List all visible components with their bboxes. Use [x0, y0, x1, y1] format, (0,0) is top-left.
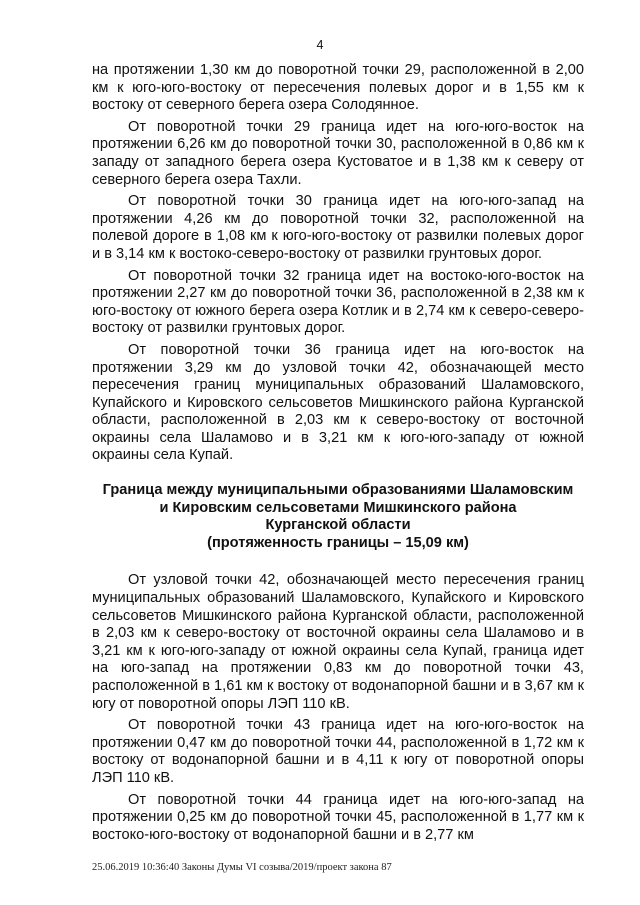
paragraph: От поворотной точки 44 граница идет на юго-юго-запад на протяжении 0,25 км до поворотной точки 45, расположенной в 1,77 км к востоко-юго-востоку от водонапорной башни и в 2,77 км — [92, 791, 584, 843]
section-heading — [92, 482, 584, 552]
paragraph: От узловой точки 42, обозначающей место пересечения границ муниципальных образований Шаламовского, Купайского и Кировского сельсоветов Мишкинского района Курганской области, расположенной в 2,03 км к северо-востоку от восточной окраины села Шаламово и в 3,21 км к юго-юго-западу от южной окраины села Купай, граница идет на юго-запад на протяжении 0,83 км до поворотной точки 43, расположенной в 1,61 км к востоку от водонапорной башни и в 3,67 км к югу от поворотной опоры ЛЭП 110 кВ. — [92, 572, 584, 712]
page-footer: 25.06.2019 10:36:40 Законы Думы VI созыва/2019/проект закона 87 — [92, 862, 392, 873]
heading-line: и Кировским сельсоветами Мишкинского района — [159, 499, 517, 516]
paragraph: От поворотной точки 30 граница идет на юго-юго-запад на протяжении 4,26 км до поворотной точки 32, расположенной на полевой дороге в 1,08 км к юго-юго-востоку от развилки полевых дорог и в 3,14 км к востоко-северо-востоку от развилки грунтовых дорог. — [92, 193, 584, 262]
heading-line: Курганской области — [265, 517, 411, 534]
paragraph: От поворотной точки 29 граница идет на юго-юго-восток на протяжении 6,26 км до поворотной точки 30, расположенной в 0,86 км к западу от западного берега озера Кустоватое и в 1,38 км к северу от северного берега озера Тахли. — [92, 118, 584, 188]
document-body — [92, 62, 584, 848]
paragraph: От поворотной точки 43 граница идет на юго-юго-восток на протяжении 0,47 км до поворотной точки 44, расположенной в 1,72 км к востоку от водонапорной башни и в 4,11 к югу от поворотной опоры ЛЭП 110 кВ. — [92, 717, 584, 786]
paragraph: От поворотной точки 36 граница идет на юго-восток на протяжении 3,29 км до узловой точки 42, обозначающей место пересечения границ муниципальных образований Шаламовского, Купайского и Кировского сельсоветов Мишкинского района Курганской области, расположенной в 2,03 км к северо-востоку от восточной окраины села Шаламово и в 3,21 км к юго-юго-западу от южной окраины села Купай. — [92, 341, 584, 464]
paragraph: От поворотной точки 32 граница идет на востоко-юго-восток на протяжении 2,27 км до поворотной точки 36, расположенной в 2,38 км к юго-востоку от южного берега озера Котлик и в 2,74 км к северо-северо-востоку от развилки грунтовых дорог. — [92, 267, 584, 337]
paragraph: на протяжении 1,30 км до поворотной точки 29, расположенной в 2,00 км к юго-юго-востоку от пересечения полевых дорог и в 1,55 км к востоку от северного берега озера Солодянное. — [92, 62, 584, 114]
heading-line: Граница между муниципальными образованиями Шаламовским — [102, 482, 574, 499]
page-number: 4 — [316, 38, 324, 52]
heading-line: (протяженность границы – 15,09 км) — [207, 534, 469, 551]
